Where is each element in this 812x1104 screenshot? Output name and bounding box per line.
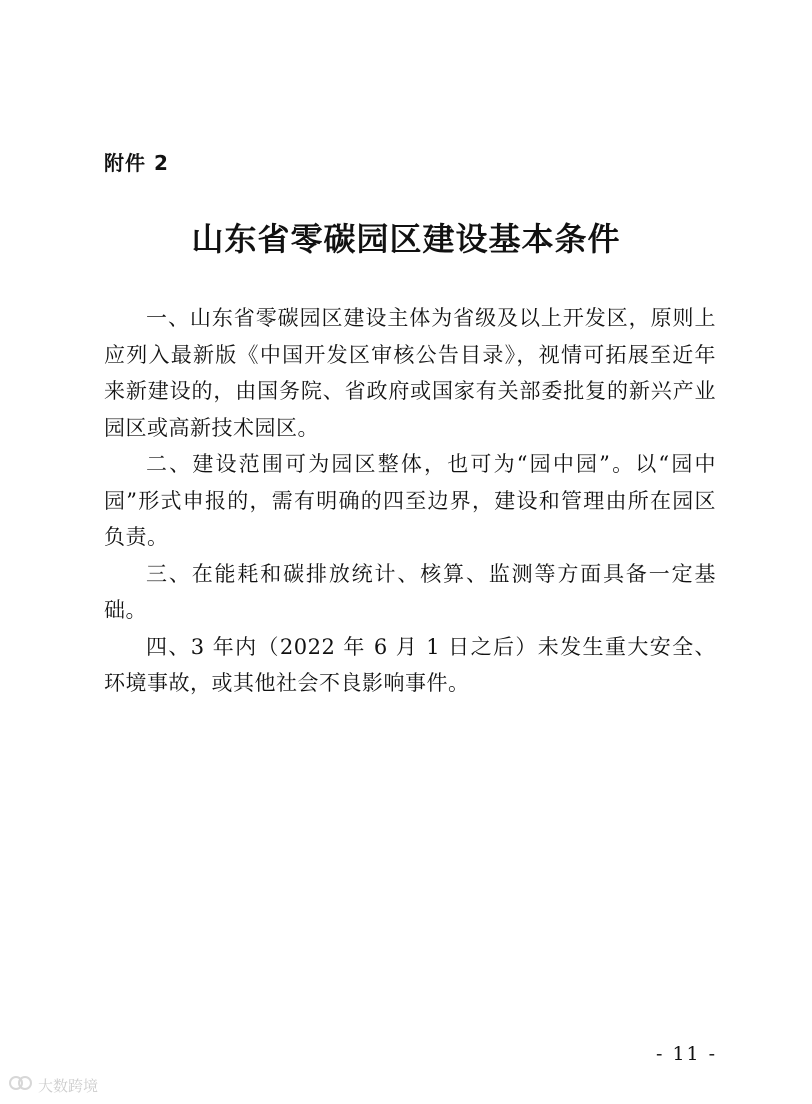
document-body	[104, 300, 716, 702]
watermark	[8, 1074, 98, 1096]
attachment-label: 附件 2	[104, 151, 169, 175]
brand-logo-icon	[8, 1074, 34, 1096]
paragraph-4: 四、3 年内（2022 年 6 月 1 日之后）未发生重大安全、环境事故，或其他社会不良影响事件。	[104, 634, 716, 695]
watermark-text: 大数跨境	[38, 1076, 99, 1095]
document-title: 山东省零碳园区建设基本条件	[191, 220, 621, 258]
page-number: - 11 -	[656, 1043, 718, 1065]
paragraph-1: 一、山东省零碳园区建设主体为省级及以上开发区，原则上应列入最新版《中国开发区审核公告目录》，视情可拓展至近年来新建设的，由国务院、省政府或国家有关部委批复的新兴产业园区或高新技术园区。	[104, 306, 716, 440]
paragraph-3: 三、在能耗和碳排放统计、核算、监测等方面具备一定基础。	[104, 561, 716, 622]
paragraph-2: 二、建设范围可为园区整体，也可为“园中园”。以“园中园”形式申报的，需有明确的四至边界，建设和管理由所在园区负责。	[104, 452, 716, 549]
